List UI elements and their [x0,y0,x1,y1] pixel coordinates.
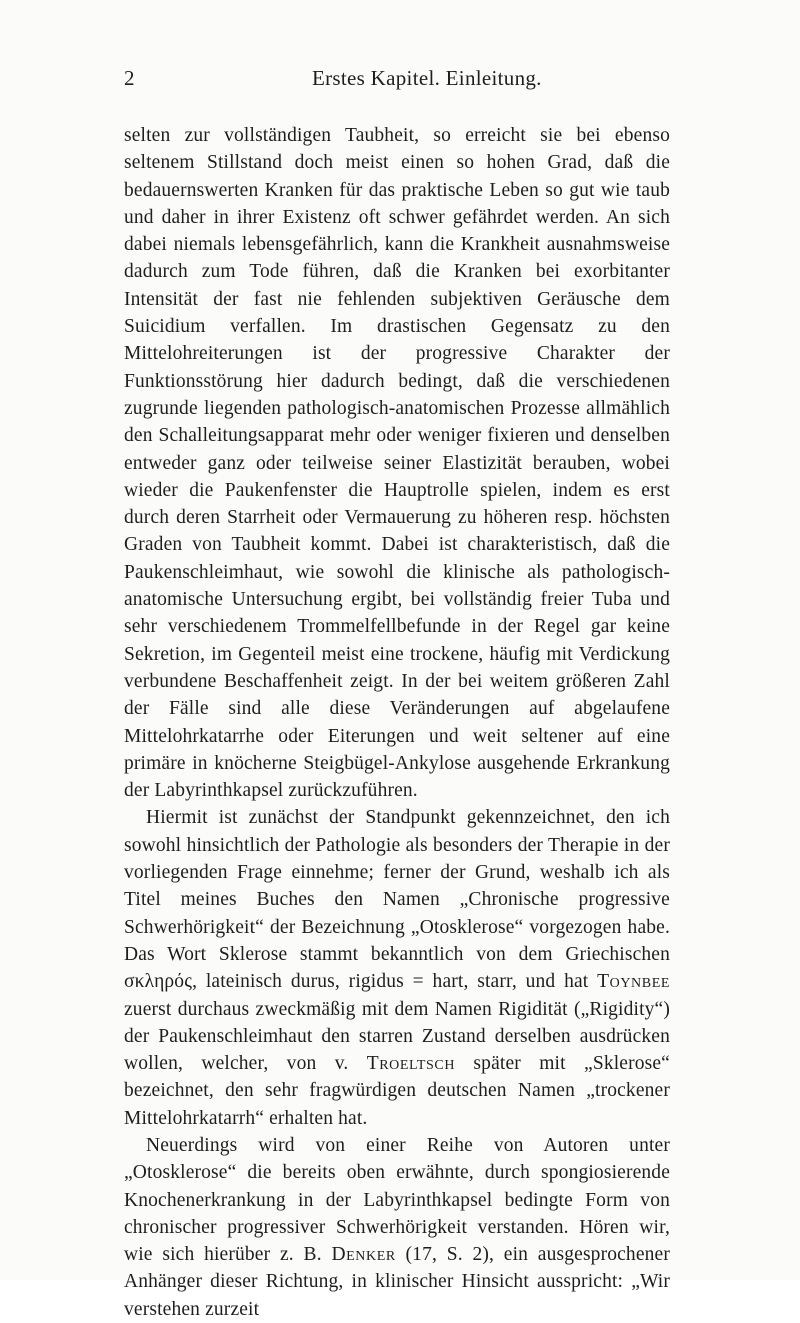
paragraph-3-text-a: Neuerdings wird von einer Reihe von Autoren unter „Otosklerose“ die bereits oben erwähnte, durch spongiosierende Knochenerkrankung in der Labyrinthkapsel bedingte Form von chronischer progressiver Schwerhörigkeit verstanden. Hören wir, wie sich hierüber z. B. [124,1134,670,1266]
chapter-title: Erstes Kapitel. Einleitung. [312,66,542,90]
paragraph-2 [124,804,670,1132]
paragraph-2-text-b: zuerst durchaus zweckmäßig mit dem Namen Rigidität („Rigidity“) der Paukenschleimhaut den starren Zustand derselben ausdrücken wollen, welcher, von v. [124,998,670,1075]
paragraph-3-text-b: (17, S. 2), ein ausgesprochener Anhänger dieser Richtung, in klinischer Hinsicht ausspricht: „Wir verstehen zurzeit [124,1244,670,1320]
running-head [124,66,664,96]
author-name-troeltsch: Troeltsch [366,1053,456,1075]
paragraph-1 [124,122,670,804]
page-number: 2 [124,66,135,90]
author-name-toynbee: Toynbee [597,971,670,993]
paragraph-3 [124,1132,670,1323]
author-name-denker: Denker [331,1244,396,1266]
paragraph-2-text-c: später mit „Sklerose“ bezeichnet, den sehr fragwürdigen deutschen Namen „trockener Mittelohrkatarrh“ erhalten hat. [124,1053,670,1129]
paragraph-2-text-a: Hiermit ist zunächst der Standpunkt gekennzeichnet, den ich sowohl hinsichtlich der Pathologie als besonders der Therapie in der vorliegenden Frage einnehme; ferner der Grund, weshalb ich als Titel meines Buches den Namen „Chronische progressive Schwerhörigkeit“ der Bezeichnung „Otosklerose“ vorgezogen habe. Das Wort Sklerose stammt bekanntlich von dem Griechischen σκληρός, lateinisch durus, rigidus = hart, starr, und hat [124,807,670,993]
body-text [124,122,670,1323]
paragraph-1-text: selten zur vollständigen Taubheit, so erreicht sie bei ebenso seltenem Stillstand doch meist einen so hohen Grad, daß die bedauernswerten Kranken für das praktische Leben so gut wie taub und daher in ihrer Existenz oft schwer gefährdet werden. An sich dabei niemals lebensgefährlich, kann die Krankheit ausnahmsweise dadurch zum Tode führen, daß die Kranken bei exorbitanter Intensität der fast nie fehlenden subjektiven Geräusche dem Suicidium verfallen. Im drastischen Gegensatz zu den Mittelohreiterungen ist der progressive Charakter der Funktionsstörung hier dadurch bedingt, daß die verschiedenen zugrunde liegenden pathologisch-anatomischen Prozesse allmählich den Schalleitungsapparat mehr oder weniger fixieren und denselben entweder ganz oder teilweise seiner Elastizität berauben, wobei wieder die Paukenfenster die Hauptrolle spielen, indem es erst durch deren Starrheit oder Vermauerung zu höheren resp. höchsten Graden von Taubheit kommt. Dabei ist charakteristisch, daß die Paukenschleimhaut, wie sowohl die klinische als pathologisch-anatomische Untersuchung ergibt, bei vollständig freier Tuba und sehr verschiedenem Trommelfellbefunde in der Regel gar keine Sekretion, im Gegenteil meist eine trockene, häufig mit Verdickung verbundene Beschaffenheit zeigt. In der bei weitem größeren Zahl der Fälle sind alle diese Veränderungen auf abgelaufene Mittelohrkatarrhe oder Eiterungen und weit seltener auf eine primäre in knöcherne Steigbügel-Ankylose ausgehende Erkrankung der Labyrinthkapsel zurückzuführen. [124,125,670,802]
